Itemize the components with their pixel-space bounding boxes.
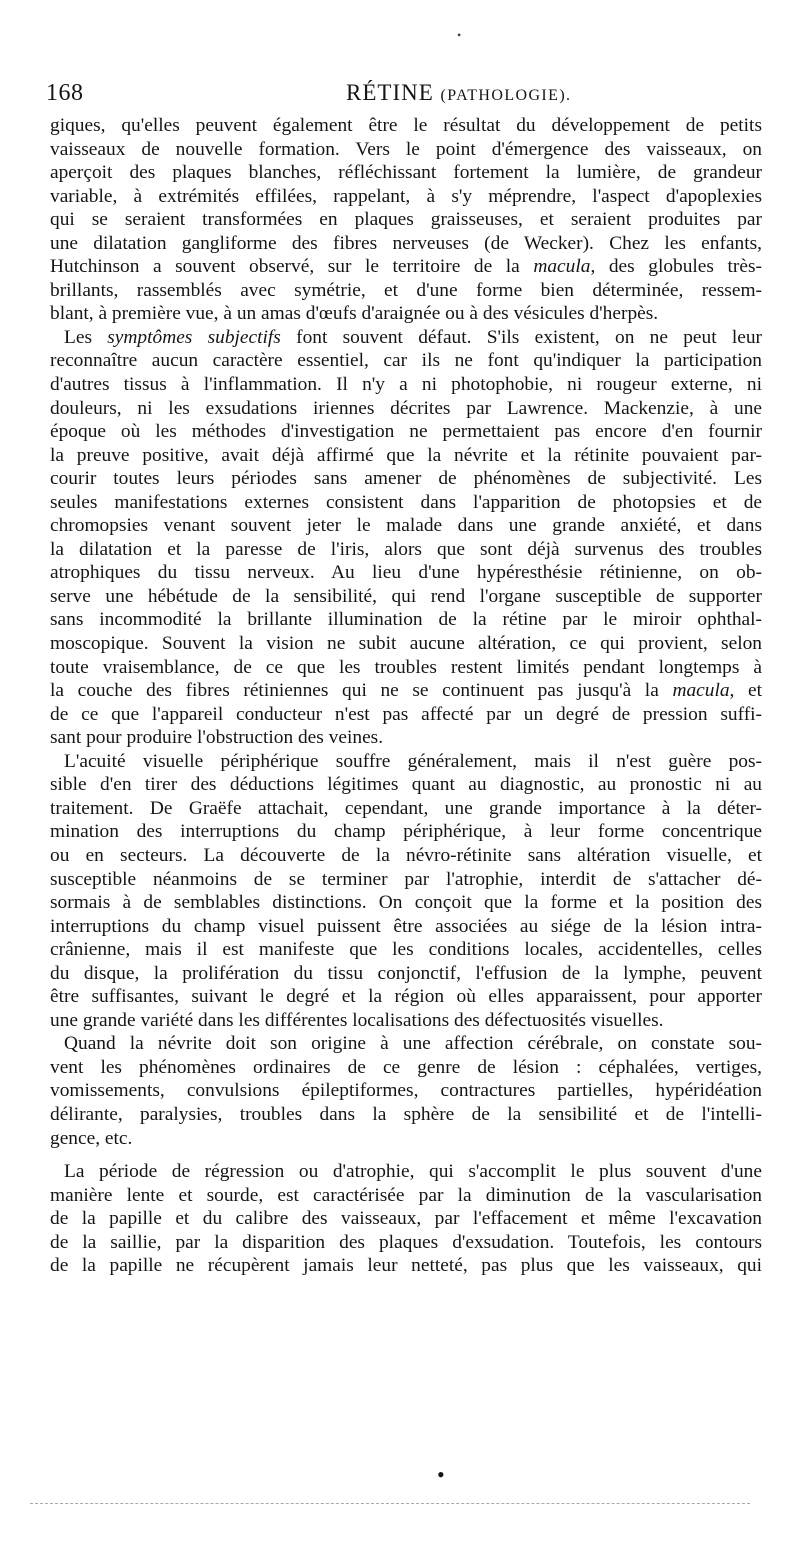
text-line: la preuve positive, avait déjà affirmé que la névrite et la rétinite pouvaient par- bbox=[50, 444, 762, 466]
text-line: époque où les méthodes d'investigation ne permettaient pas encore d'en fournir bbox=[50, 421, 762, 443]
text-line: toute vraisemblance, de ce que les troubles restent limités pendant longtemps à bbox=[50, 656, 762, 678]
text-line: interruptions du champ visuel puissent être associées au siége de la lésion intra- bbox=[50, 915, 762, 937]
italic-term: macula bbox=[672, 680, 730, 702]
text-line: douleurs, ni les exsudations iriennes décrites par Lawrence. Mackenzie, à une bbox=[50, 397, 762, 419]
running-head bbox=[346, 80, 571, 106]
running-subtitle: (PATHOLOGIE). bbox=[440, 87, 572, 104]
text-segment: la couche des fibres rétiniennes qui ne se continuent pas jusqu'à la bbox=[50, 680, 659, 702]
text-line: d'autres tissus à l'inflammation. Il n'y a ni photophobie, ni rougeur externe, ni bbox=[50, 374, 762, 396]
text-line: délirante, paralysies, troubles dans la sphère de la sensibilité et de l'intelli- bbox=[50, 1103, 762, 1125]
text-line: vent les phénomènes ordinaires de ce genre de lésion : céphalées, vertiges, bbox=[50, 1056, 762, 1078]
text-segment: font souvent défaut. S'ils existent, on ne peut leur bbox=[296, 326, 762, 348]
paragraph-2 bbox=[50, 326, 762, 750]
text-line bbox=[50, 679, 762, 703]
text-line: chromopsies venant souvent jeter le malade dans une grande anxiété, et dans bbox=[50, 515, 762, 537]
text-line: gence, etc. bbox=[50, 1127, 133, 1149]
text-line: giques, qu'elles peuvent également être le résultat du développement de petits bbox=[50, 115, 762, 136]
text-line: blant, à première vue, à un amas d'œufs d'araignée ou à des vésicules d'herpès. bbox=[50, 303, 659, 325]
text-line: atrophiques du tissu nerveux. Au lieu d'une hypéresthésie rétinienne, on ob- bbox=[50, 562, 762, 584]
text-segment: Les bbox=[64, 326, 92, 348]
text-line: crânienne, mais il est manifeste que les conditions locales, accidentelles, celles bbox=[50, 939, 762, 961]
text-line: aperçoit des plaques blanches, réfléchissant fortement la lumière, de grandeur bbox=[50, 162, 762, 184]
text-line: une grande variété dans les différentes localisations des défectuosités visuelles. bbox=[50, 1009, 664, 1031]
text-line: brillants, rassemblés avec symétrie, et d'une forme bien déterminée, ressem- bbox=[50, 279, 762, 301]
text-line: de la papille ne récupèrent jamais leur netteté, pas plus que les vaisseaux, qui bbox=[50, 1255, 762, 1277]
italic-term: symptômes subjectifs bbox=[107, 326, 281, 348]
paragraph-5 bbox=[50, 1160, 762, 1278]
running-title: RÉTINE bbox=[346, 80, 434, 105]
text-line: de la saillie, par la disparition des plaques d'exsudation. Toutefois, les contours bbox=[50, 1231, 762, 1253]
text-line: manière lente et sourde, est caractérisée par la diminution de la vascularisation bbox=[50, 1184, 762, 1206]
paragraph-4 bbox=[50, 1032, 762, 1150]
text-line: être suffisantes, suivant le degré et la région où elles apparaissent, pour apporter bbox=[50, 986, 762, 1008]
text-line: qui se seraient transformées en plaques graisseuses, et seraient produites par bbox=[50, 209, 762, 231]
text-line: sormais à de semblables distinctions. On conçoit que la forme et la position des bbox=[50, 892, 762, 914]
body-text bbox=[50, 114, 762, 1278]
paragraph-gap bbox=[50, 1150, 762, 1160]
text-segment: , des globules très- bbox=[590, 256, 762, 278]
page-number: 168 bbox=[46, 80, 84, 106]
text-line: de ce que l'appareil conducteur n'est pas affecté par un degré de pression suffi- bbox=[50, 703, 762, 725]
text-line: La période de régression ou d'atrophie, qui s'accomplit le plus souvent d'une bbox=[64, 1161, 762, 1183]
footer-dot: • bbox=[437, 1462, 445, 1487]
text-line: moscopique. Souvent la vision ne subit aucune altération, ce qui provient, selon bbox=[50, 633, 762, 655]
text-line: traitement. De Graëfe attachait, cependant, une grande importance à la déter- bbox=[50, 797, 762, 819]
text-line: du disque, la prolifération du tissu conjonctif, l'effusion de la lymphe, peuvent bbox=[50, 962, 762, 984]
text-line: variable, à extrémités effilées, rappelant, à s'y méprendre, l'aspect d'apoplexies bbox=[50, 185, 762, 207]
text-line bbox=[50, 326, 762, 350]
text-line: reconnaître aucun caractère essentiel, car ils ne font qu'indiquer la participation bbox=[50, 350, 762, 372]
text-segment: Hutchinson a souvent observé, sur le territoire de la bbox=[50, 256, 520, 278]
text-line: seules manifestations externes consistent dans l'apparition de photopsies et de bbox=[50, 491, 762, 513]
print-speck: • bbox=[457, 28, 462, 42]
text-line: sant pour produire l'obstruction des veines. bbox=[50, 727, 384, 749]
paragraph-3 bbox=[50, 750, 762, 1033]
text-line: susceptible néanmoins de se terminer par l'atrophie, interdit de s'attacher dé- bbox=[50, 868, 762, 890]
text-line: une dilatation gangliforme des fibres nerveuses (de Wecker). Chez les enfants, bbox=[50, 232, 762, 254]
text-line: de la papille et du calibre des vaisseaux, par l'effacement et même l'excavation bbox=[50, 1208, 762, 1230]
text-line bbox=[50, 255, 762, 279]
text-segment: , et bbox=[729, 680, 762, 702]
text-line: sans incommodité la brillante illumination de la rétine par le miroir ophthal- bbox=[50, 609, 762, 631]
paragraph-1 bbox=[50, 114, 762, 326]
text-line: la dilatation et la paresse de l'iris, alors que sont déjà survenus des troubles bbox=[50, 538, 762, 560]
text-line: serve une hébétude de la sensibilité, qui rend l'organe susceptible de supporter bbox=[50, 585, 762, 607]
text-line: ou en secteurs. La découverte de la névro-rétinite sans altération visuelle, et bbox=[50, 844, 762, 866]
text-line: courir toutes leurs périodes sans amener de phénomènes de subjectivité. Les bbox=[50, 468, 762, 490]
text-line: sible d'en tirer des déductions légitimes quant au diagnostic, au pronostic ni au bbox=[50, 774, 762, 796]
footer-rule bbox=[30, 1503, 750, 1504]
italic-term: macula bbox=[533, 256, 591, 278]
text-line: mination des interruptions du champ périphérique, à leur forme concentrique bbox=[50, 821, 762, 843]
page-header bbox=[46, 80, 766, 114]
text-line: vaisseaux de nouvelle formation. Vers le point d'émergence des vaisseaux, on bbox=[50, 138, 762, 160]
text-line: vomissements, convulsions épileptiformes, contractures partielles, hypéridéation bbox=[50, 1080, 762, 1102]
text-line: L'acuité visuelle périphérique souffre généralement, mais il n'est guère pos- bbox=[64, 750, 762, 772]
text-line: Quand la névrite doit son origine à une affection cérébrale, on constate sou- bbox=[64, 1033, 762, 1055]
